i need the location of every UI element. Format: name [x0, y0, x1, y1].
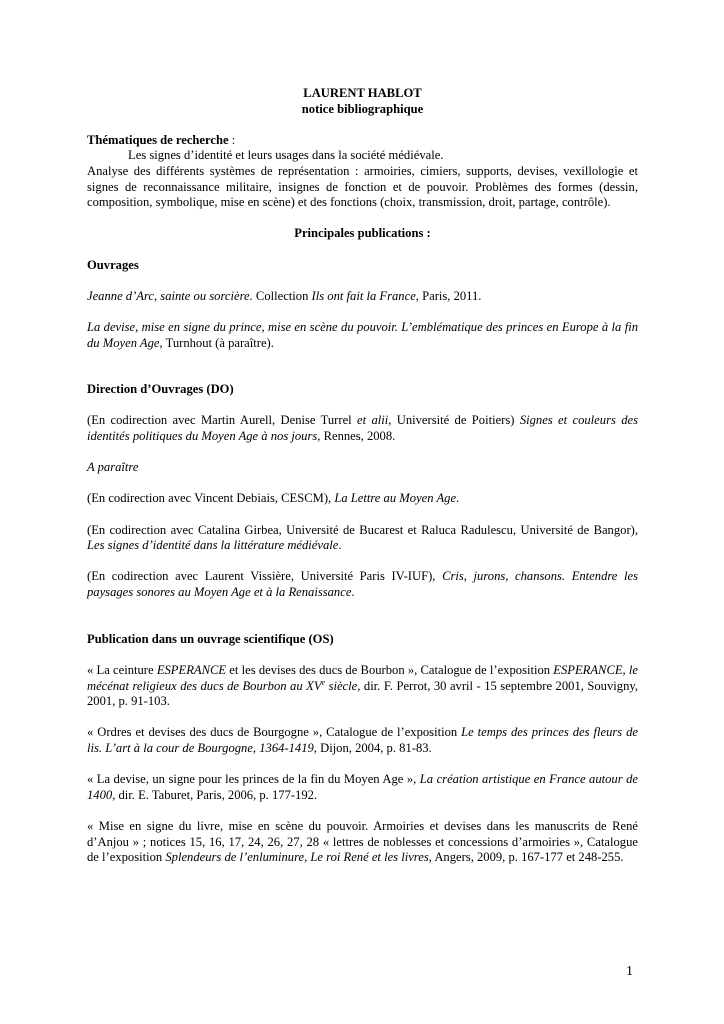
- ouvrage-1-rest: , Paris, 2011.: [415, 288, 482, 303]
- os-4-c: , Angers, 2009, p. 167-177 et 248-255.: [428, 850, 624, 865]
- os-heading: Publication dans un ouvrage scientifique (OS): [87, 631, 334, 646]
- ouvrage-2-rest: , Turnhout (à paraître).: [159, 335, 274, 350]
- direction-1-etalii: et alii: [357, 413, 389, 428]
- research-heading: Thématiques de recherche: [87, 132, 229, 147]
- ouvrage-1-title: Jeanne d’Arc, sainte ou sorcière.: [87, 288, 253, 303]
- author-name: LAURENT HABLOT: [303, 86, 422, 100]
- os-2-c: , Dijon, 2004, p. 81-83.: [313, 740, 432, 755]
- os-1-c: et les devises des ducs de Bourbon », Catalogue de l’exposition: [226, 662, 554, 677]
- forthcoming-label: A paraître: [87, 460, 139, 475]
- os-1-d: ESPERANCE, le mécénat religieux des ducs de Bourbon au XV: [87, 662, 639, 693]
- direction-1-rest: , Rennes, 2008.: [317, 429, 396, 444]
- os-4-b: Splendeurs de l’enluminure, Le roi René et les livres: [165, 850, 429, 865]
- os-2-a: « Ordres et devises des ducs de Bourgogne », Catalogue de l’exposition: [87, 725, 462, 740]
- direction-entry-1: [87, 413, 638, 444]
- os-4-a: « Mise en signe du livre, mise en scène du pouvoir. Armoiries et devises dans les manuscrits de René d’Anjou » ; notices 15, 16, 17, 24, 26, 27, 28 « lettres de noblesses et concessions d’armoiries », Catalogue de l’exposition: [87, 818, 638, 865]
- os-entry-3: [87, 772, 638, 803]
- ouvrage-entry-1: [87, 289, 638, 305]
- direction-heading: Direction d’Ouvrages (DO): [87, 382, 234, 397]
- direction-3-title: Les signes d’identité dans la littérature médiévale: [87, 538, 339, 553]
- direction-4-title: Cris, jurons, chansons. Entendre les paysages sonores au Moyen Age et à la Renaissance: [87, 569, 638, 599]
- os-entry-4: [87, 819, 638, 866]
- document-subtitle: notice bibliographique: [301, 101, 424, 116]
- os-3-b: La création artistique en France autour de 1400: [87, 772, 638, 802]
- ouvrage-1-collection: Ils ont fait la France: [311, 288, 416, 303]
- os-2-b: Le temps des princes des fleurs de lis. L’art à la cour de Bourgogne, 1364-1419: [87, 725, 638, 755]
- research-line: Les signes d’identité et leurs usages dans la société médiévale.: [128, 148, 444, 163]
- os-entry-2: [87, 725, 638, 756]
- direction-4-rest: .: [351, 585, 355, 599]
- direction-4-pre: (En codirection avec Laurent Vissière, Université Paris IV-IUF),: [87, 569, 443, 584]
- direction-2-title: La Lettre au Moyen Age: [334, 491, 457, 506]
- os-1-b: ESPERANCE: [156, 662, 227, 677]
- direction-1-title: Signes et couleurs des identités politiques du Moyen Age à nos jours: [87, 413, 639, 444]
- direction-2-pre: (En codirection avec Vincent Debiais, CESCM),: [87, 491, 335, 506]
- os-1-sup: e: [321, 677, 326, 687]
- direction-1-mid: , Université de Poitiers): [388, 413, 520, 428]
- direction-3-rest: .: [338, 538, 342, 553]
- ouvrage-1-mid: Collection: [252, 288, 312, 303]
- ouvrage-entry-2: [87, 320, 638, 351]
- ouvrage-2-title: La devise, mise en signe du prince, mise en scène du pouvoir. L’emblématique des princes en Europe à la fin du Moyen Age: [87, 319, 638, 350]
- os-1-e: siècle: [325, 678, 358, 693]
- os-3-a: « La devise, un signe pour les princes de la fin du Moyen Age »,: [87, 772, 420, 787]
- direction-3-pre: (En codirection avec Catalina Girbea, Université de Bucarest et Raluca Radulescu, Université de Bangor),: [87, 522, 638, 537]
- os-entry-1: [87, 663, 638, 710]
- page-number: 1: [626, 964, 633, 979]
- os-3-c: , dir. E. Taburet, Paris, 2006, p. 177-192.: [112, 787, 318, 802]
- direction-entry-2: [87, 491, 638, 507]
- os-1-a: « La ceinture: [87, 662, 157, 677]
- direction-1-pre: (En codirection avec Martin Aurell, Denise Turrel: [87, 413, 358, 428]
- research-heading-suffix: :: [228, 132, 236, 147]
- direction-entry-4: [87, 569, 638, 600]
- document-page: [87, 86, 638, 866]
- research-paragraph: Analyse des différents systèmes de représentation : armoiries, cimiers, supports, devises, vexillologie et signes de reconnaissance militaire, insignes de fonction et de pouvoir. Problèmes des formes (dessin, composition, symbolique, mise en scène) et des fonctions (choix, transmission, droit, partage, contrôle).: [87, 163, 638, 210]
- ouvrages-heading: Ouvrages: [87, 257, 139, 272]
- publications-heading: Principales publications :: [294, 226, 431, 241]
- direction-entry-3: [87, 523, 638, 554]
- direction-2-rest: .: [456, 491, 460, 506]
- research-heading-line: [87, 133, 638, 149]
- os-1-f: , dir. F. Perrot, 30 avril - 15 septembre 2001, Souvigny, 2001, p. 91-103.: [87, 678, 638, 709]
